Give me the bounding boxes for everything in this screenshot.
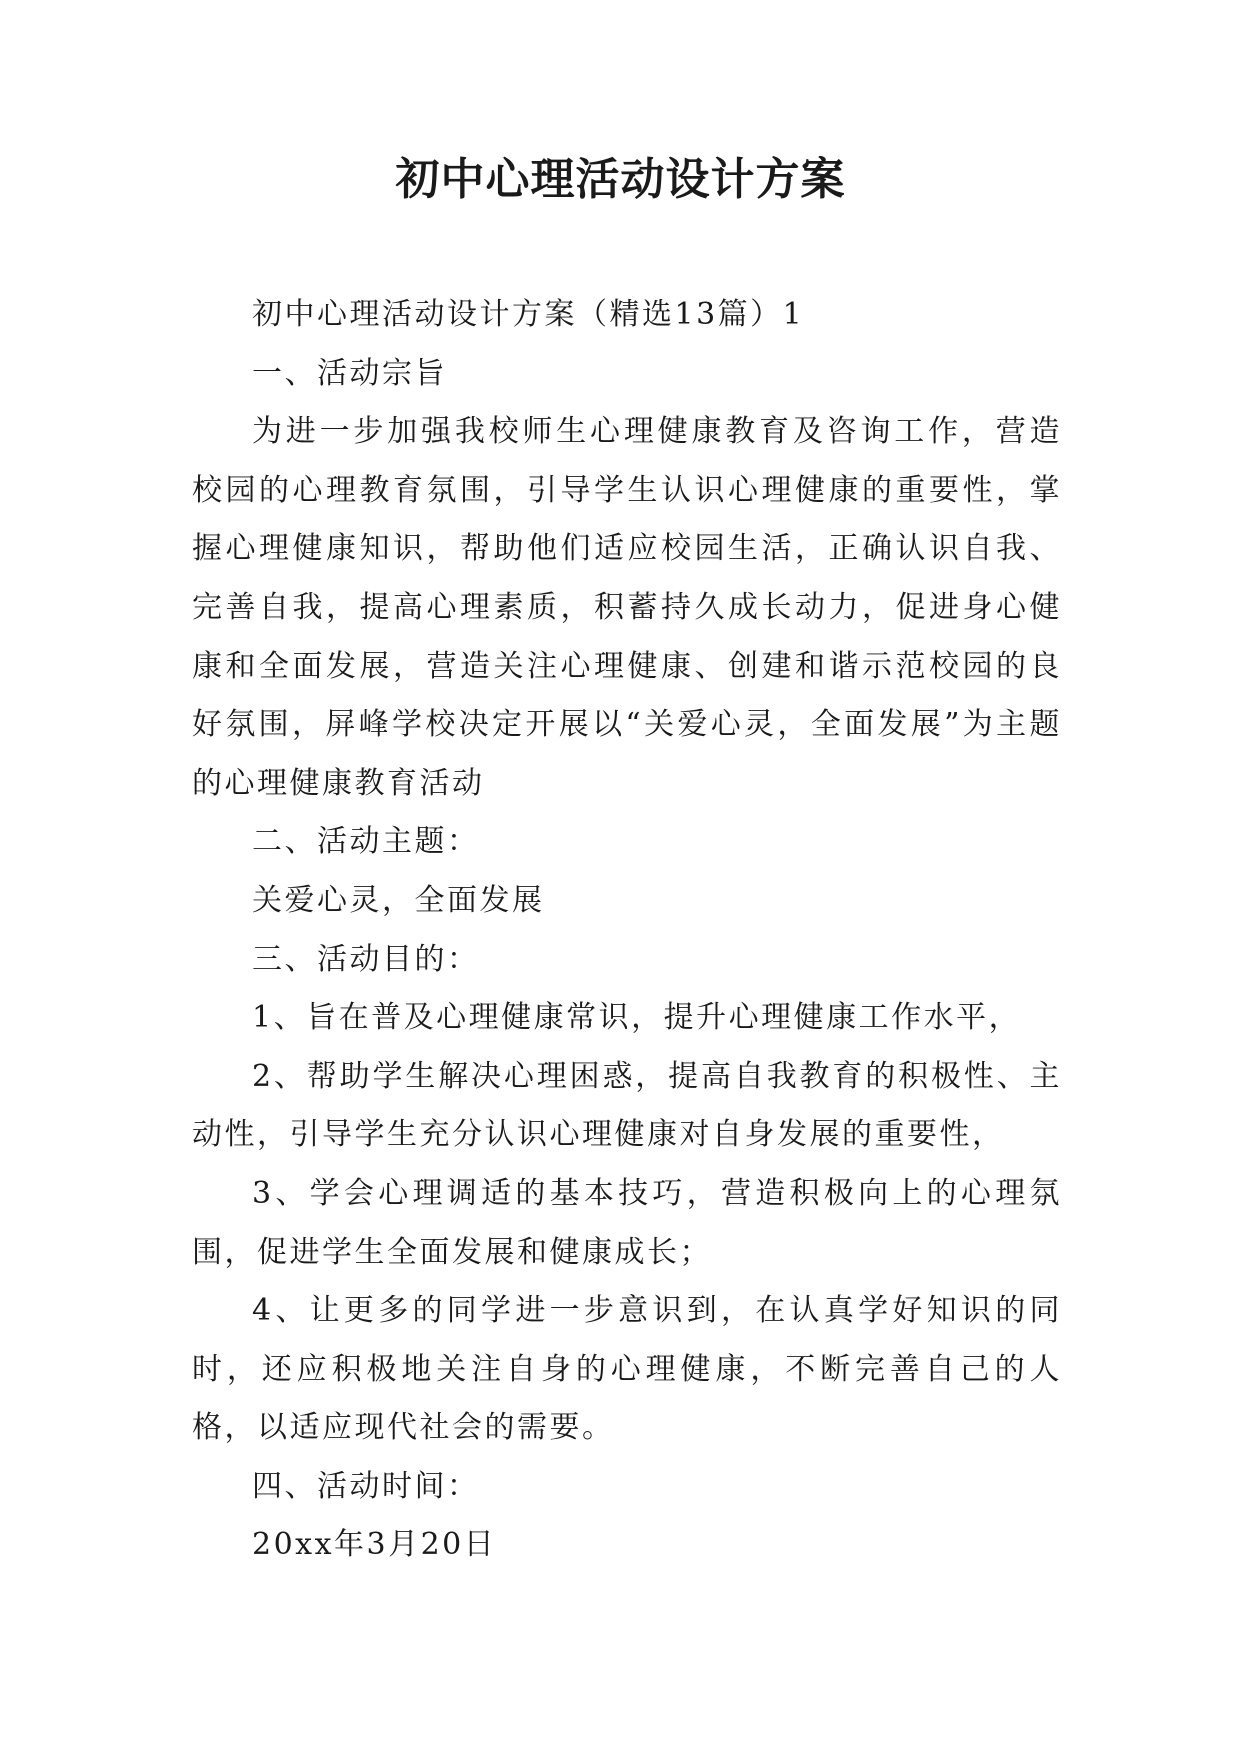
goal-item-1: 1、旨在普及心理健康常识，提升心理健康工作水平，	[252, 1000, 1022, 1036]
goal-item-3: 3、学会心理调适的基本技巧，营造积极向上的心理氛围，促进学生全面发展和健康成长；	[192, 1175, 1062, 1270]
paragraph-date: 20xx年3月20日	[252, 1527, 497, 1563]
goal-item-2: 2、帮助学生解决心理困惑，提高自我教育的积极性、主动性，引导学生充分认识心理健康对自身发展的重要性，	[192, 1058, 1062, 1153]
section-heading-time: 四、活动时间：	[252, 1468, 480, 1504]
document-body	[192, 286, 1062, 1575]
section-heading-theme: 二、活动主题：	[252, 824, 480, 860]
paragraph-theme: 关爱心灵，全面发展	[252, 882, 545, 918]
subtitle-paragraph: 初中心理活动设计方案（精选13篇）1	[252, 297, 805, 332]
paragraph-purpose: 为进一步加强我校师生心理健康教育及咨询工作，营造校园的心理教育氛围，引导学生认识心理健康的重要性，掌握心理健康知识，帮助他们适应校园生活，正确认识自我、完善自我，提高心理素质，积蓄持久成长动力，促进身心健康和全面发展，营造关注心理健康、创建和谐示范校园的良好氛围，屏峰学校决定开展以“关爱心灵，全面发展”为主题的心理健康教育活动	[192, 414, 1062, 801]
goal-item-4: 4、让更多的同学进一步意识到，在认真学好知识的同时，还应积极地关注自身的心理健康，不断完善自己的人格，以适应现代社会的需要。	[192, 1293, 1062, 1446]
section-heading-purpose: 一、活动宗旨	[252, 355, 447, 391]
document-title: 初中心理活动设计方案	[395, 154, 846, 205]
section-heading-goals: 三、活动目的：	[252, 941, 480, 977]
